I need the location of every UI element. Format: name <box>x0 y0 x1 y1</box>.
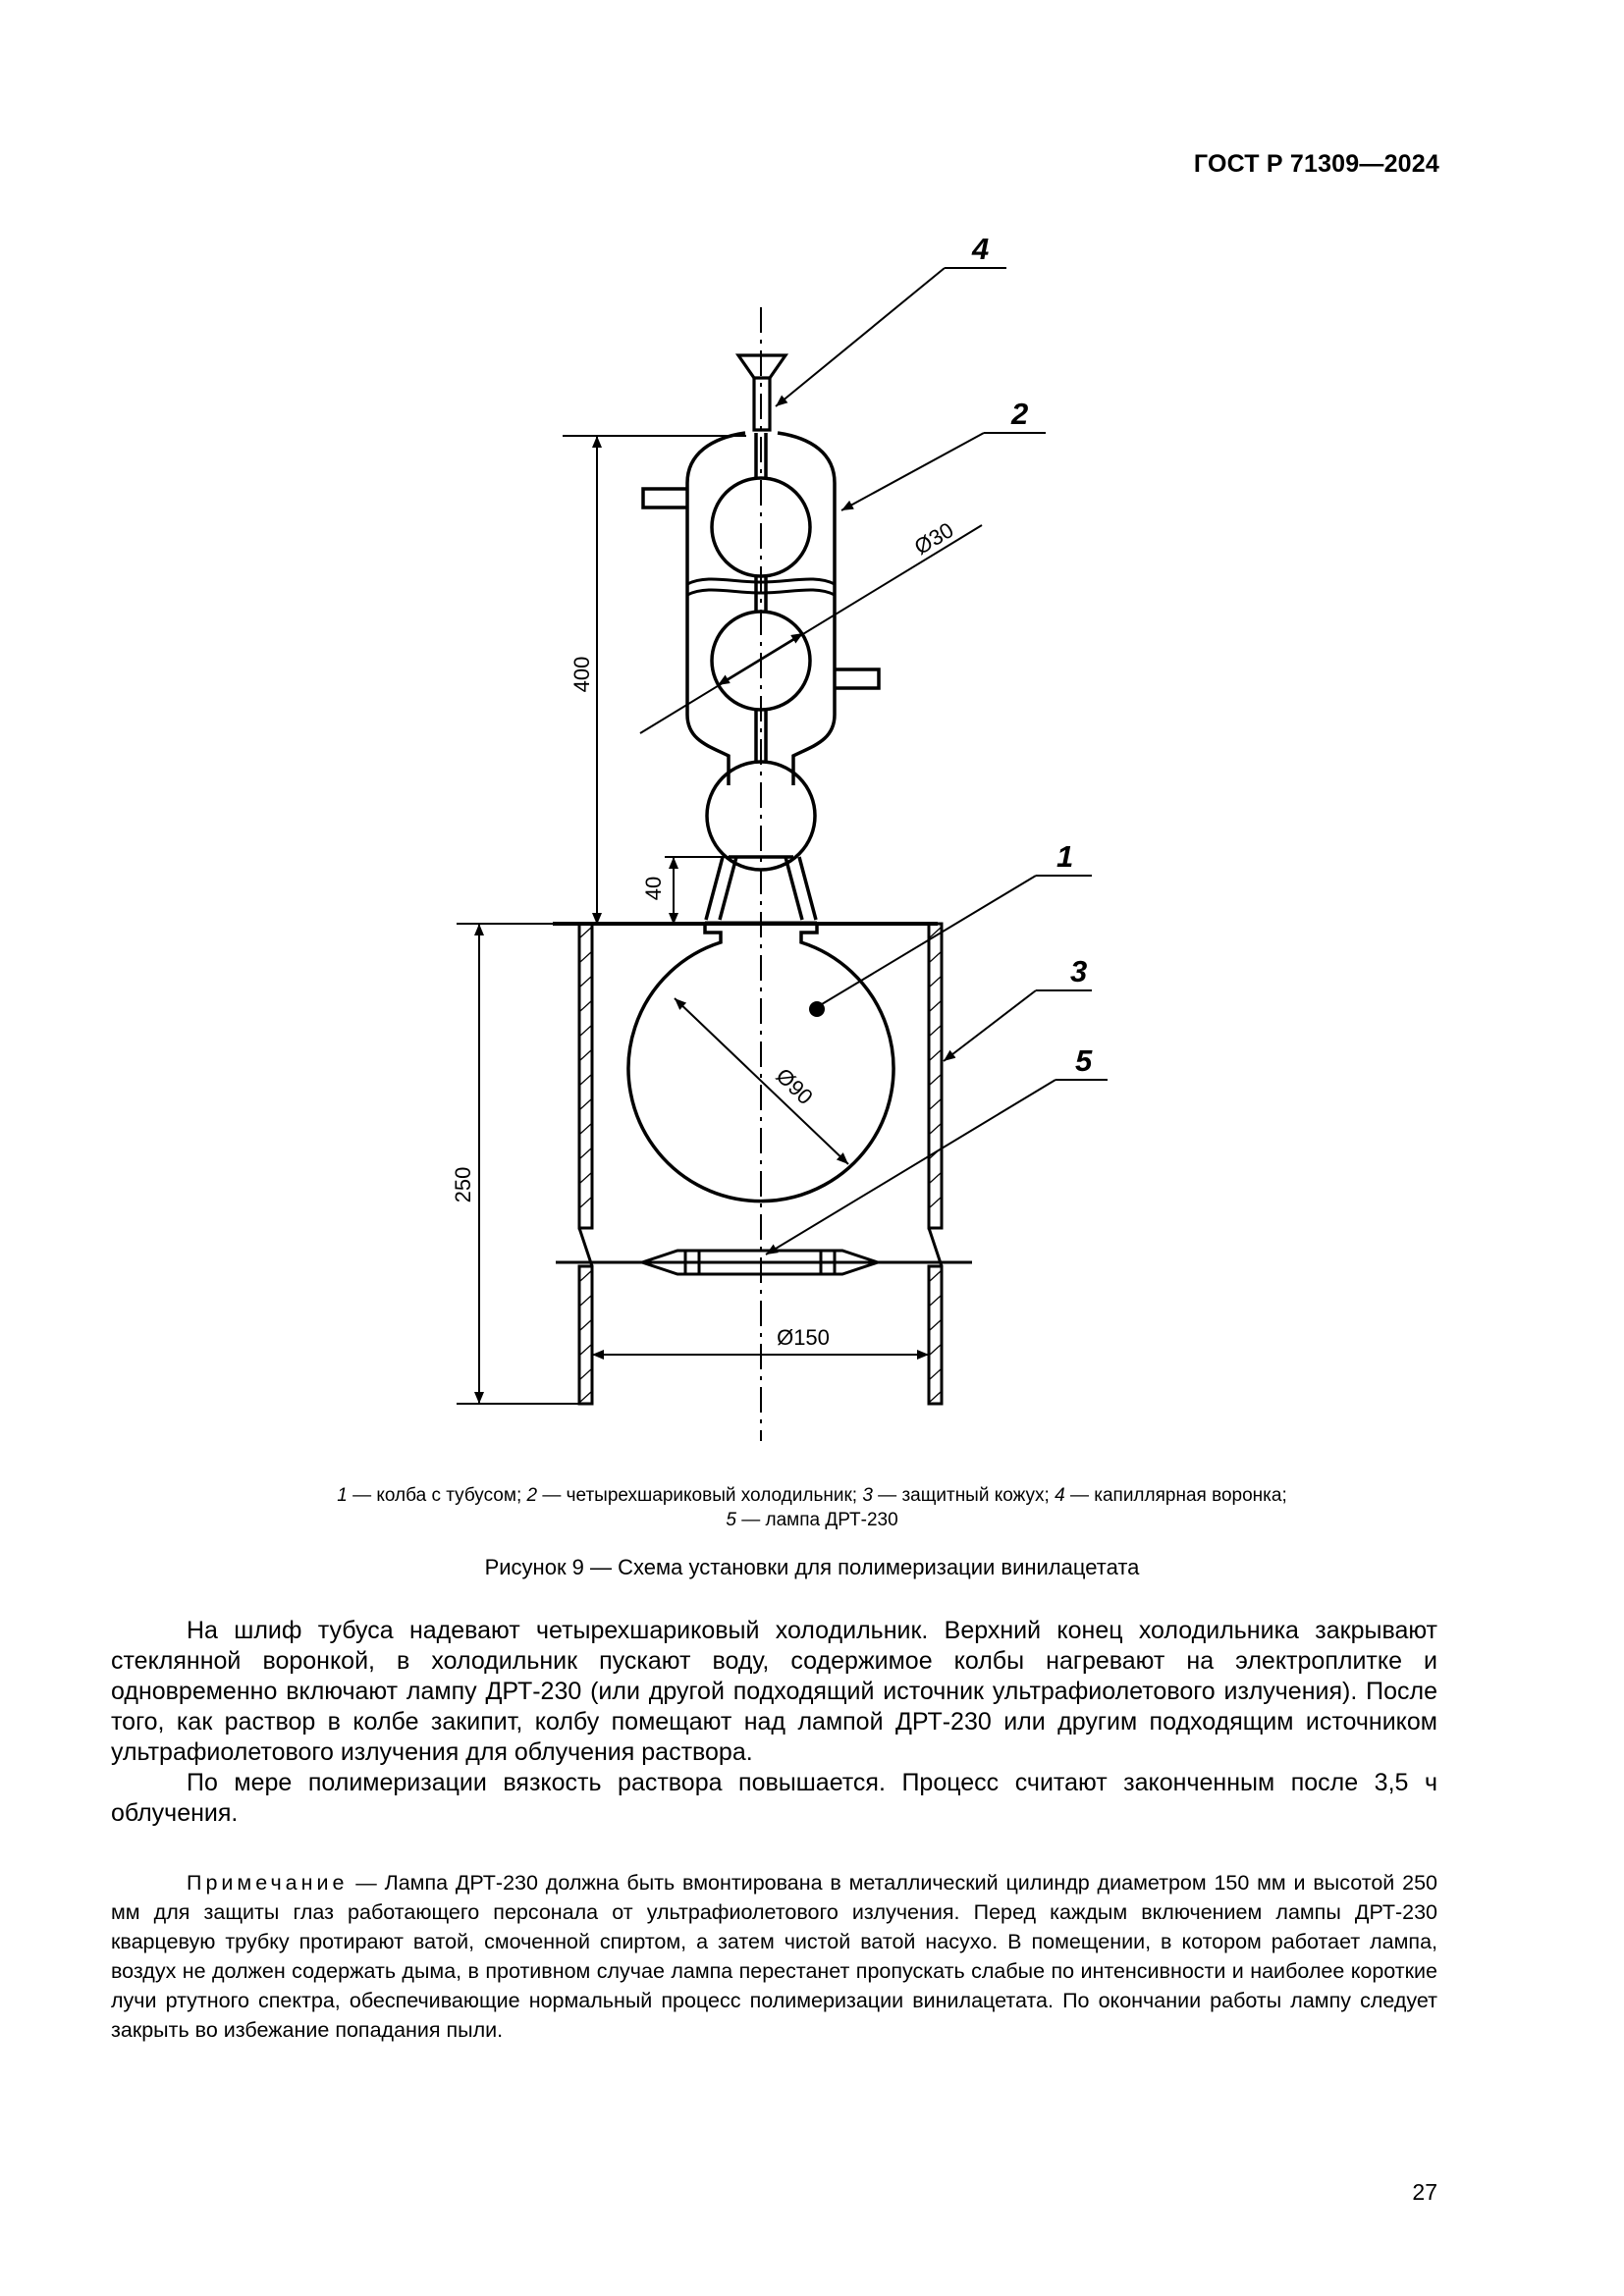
page-number: 27 <box>1412 2179 1437 2205</box>
document-header: ГОСТ Р 71309—2024 <box>1193 150 1439 178</box>
dim-40: 40 <box>641 876 666 901</box>
callout-1: 1 <box>1056 839 1074 874</box>
dim-dia150: Ø150 <box>777 1325 830 1350</box>
flask-contents-dot <box>809 1001 825 1017</box>
legend-text-4: — капиллярная воронка; <box>1064 1485 1287 1506</box>
legend-num-4: 4 <box>1055 1485 1065 1506</box>
figure-legend <box>187 1483 1437 1532</box>
dim-400: 400 <box>569 656 594 693</box>
paragraph-1: На шлиф тубуса надевают четырехшариковый холодильник. Верхний конец холодильника закрывают стеклянной воронкой, в холодильник пускают воду, содержимое колбы нагревают на электроплитке и одновременно включают лампу ДРТ-230 (или другой подходящий источник ультрафиолетового излучения). После того, как раствор в колбе закипит, колбу помещают над лампой ДРТ-230 или другим подходящим источником ультрафиолетового излучения для облучения раствора. <box>111 1617 1437 1766</box>
dim-dia90: Ø90 <box>771 1063 818 1110</box>
callout-4: 4 <box>972 232 990 266</box>
legend-text-3: — защитный кожух; <box>872 1485 1056 1506</box>
note-text: — Лампа ДРТ-230 должна быть вмонтирована в металлический цилиндр диаметром 150 мм и высотой 250 мм для защиты глаз работающего персонала от ультрафиолетового излучения. Перед каждым включением лампы ДРТ-230 кварцевую трубку протирают ватой, смоченной спиртом, а затем чистой ватой насухо. В помещении, в котором работает лампа, воздух не должен содержать дыма, в противном случае лампа перестанет пропускать слабые по интенсивности и наиболее короткие лучи ртутного спектра, обеспечивающие нормальный процесс полимеризации винилацетата. По окончании работы лампу следует закрыть во избежание попадания пыли. <box>111 1871 1437 2042</box>
lamp-drt-230 <box>556 1251 972 1274</box>
body-text <box>111 1616 1437 1829</box>
leader-lines <box>766 268 1108 1255</box>
figure-caption: Рисунок 9 — Схема установки для полимеризации винилацетата <box>484 1555 1140 1579</box>
note <box>111 1868 1437 2045</box>
legend-text-2: — четырехшариковый холодильник; <box>537 1485 863 1506</box>
paragraph-2: По мере полимеризации вязкость раствора повышается. Процесс считают законченным после 3,5 ч облучения. <box>111 1769 1437 1827</box>
legend-num-1: 1 <box>337 1485 348 1506</box>
legend-num-3: 3 <box>862 1485 873 1506</box>
note-label: Примечание <box>187 1871 349 1895</box>
callout-2: 2 <box>1011 397 1029 431</box>
note-paragraph <box>111 1868 1437 2045</box>
protective-housing <box>553 924 942 1404</box>
dim-dia30: Ø30 <box>909 517 958 560</box>
legend-num-2: 2 <box>526 1485 538 1506</box>
legend-text-5: — лампа ДРТ-230 <box>735 1510 898 1530</box>
dim-250: 250 <box>451 1166 475 1203</box>
callout-5: 5 <box>1075 1043 1093 1078</box>
legend-text-1: — колба с тубусом; <box>347 1485 527 1506</box>
legend-num-5: 5 <box>726 1510 736 1530</box>
callout-3: 3 <box>1070 954 1088 988</box>
dimension-lines <box>457 436 982 1404</box>
